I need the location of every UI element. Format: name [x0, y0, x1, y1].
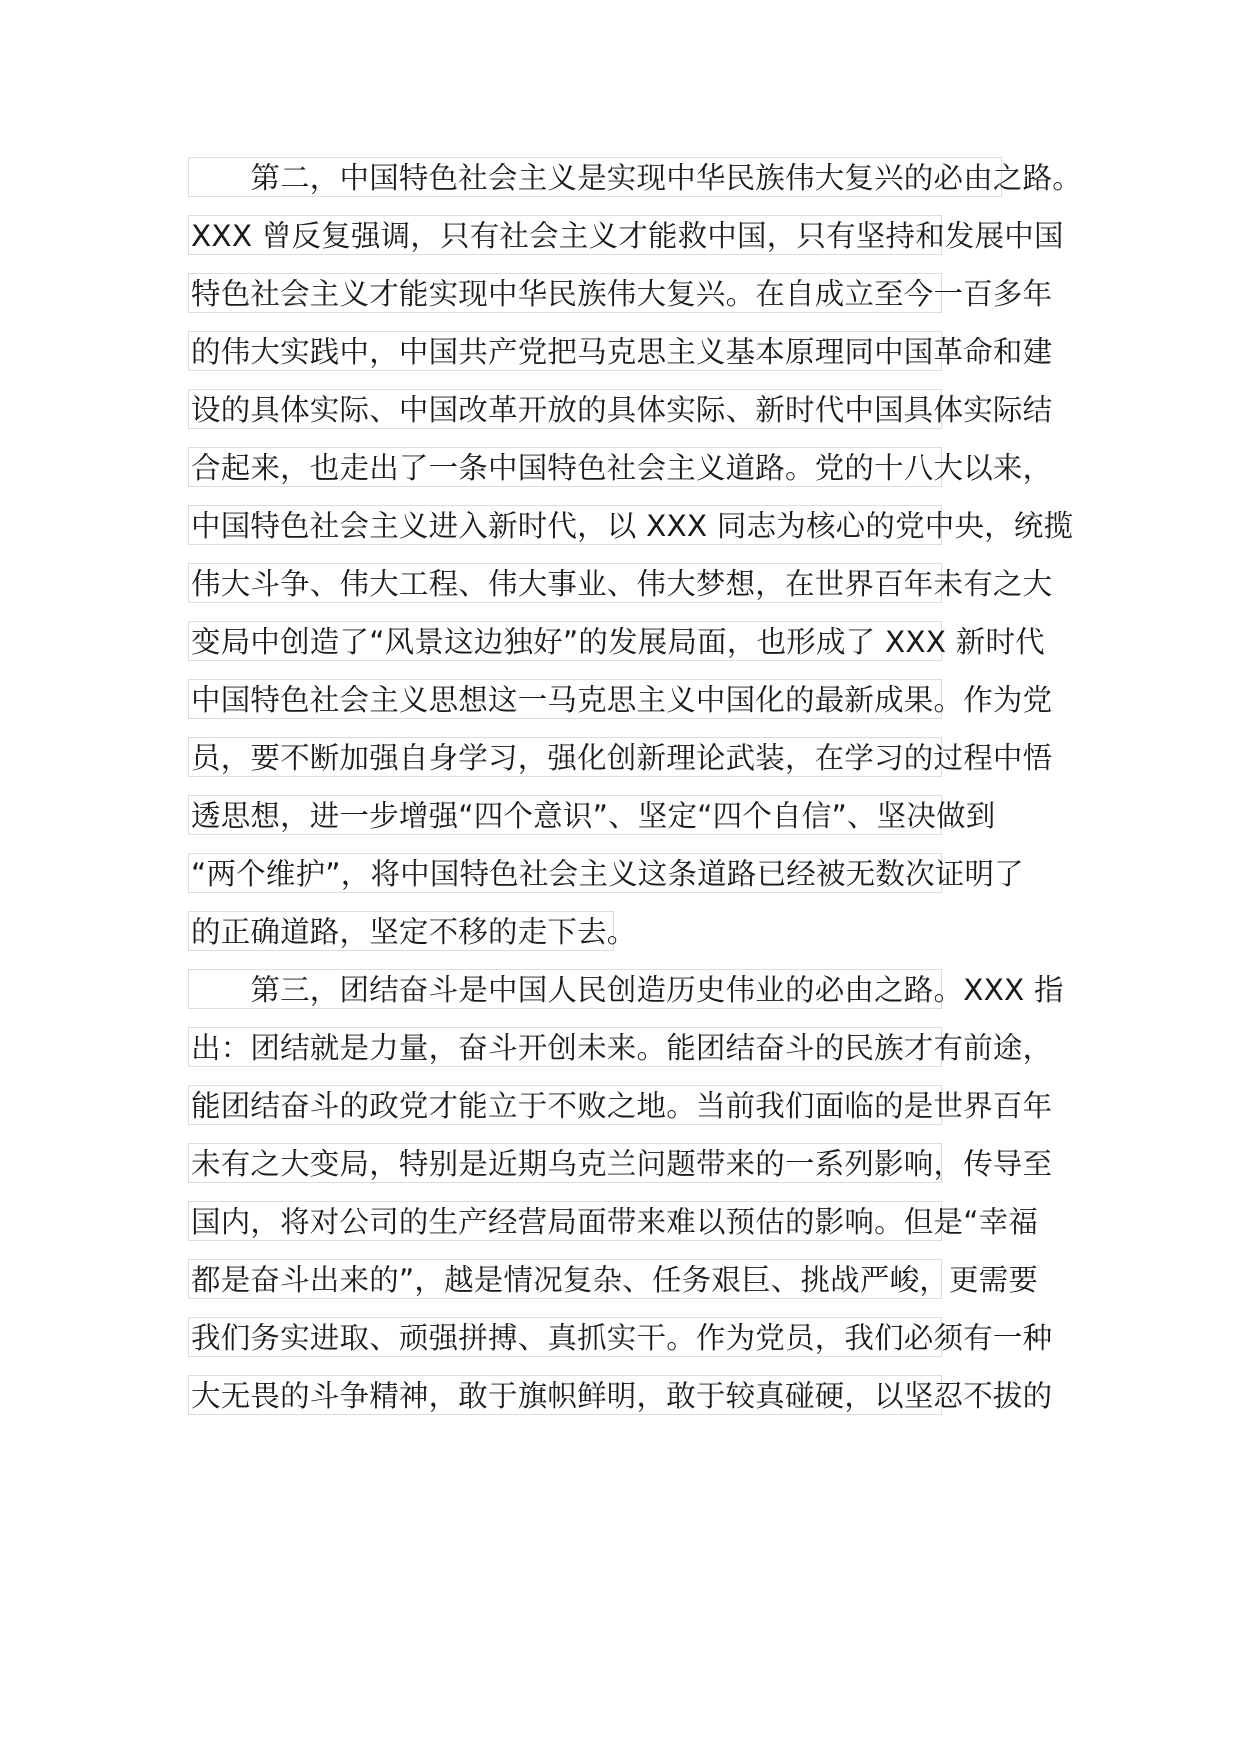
text-line: 都是奋斗出来的”，越是情况复杂、任务艰巨、挑战严峻，更需要	[188, 1259, 942, 1299]
text-line: 出：团结就是力量，奋斗开创未来。能团结奋斗的民族才有前途，	[188, 1027, 942, 1067]
text-line: 伟大斗争、伟大工程、伟大事业、伟大梦想，在世界百年未有之大	[188, 563, 942, 603]
text-line: 中国特色社会主义进入新时代，以 XXX 同志为核心的党中央，统揽	[188, 505, 942, 545]
text-line: 中国特色社会主义思想这一马克思主义中国化的最新成果。作为党	[188, 679, 942, 719]
text-line: 大无畏的斗争精神，敢于旗帜鲜明，敢于较真碰硬，以坚忍不拔的	[188, 1375, 942, 1415]
text-line: 能团结奋斗的政党才能立于不败之地。当前我们面临的是世界百年	[188, 1085, 942, 1125]
text-line: 合起来，也走出了一条中国特色社会主义道路。党的十八大以来，	[188, 447, 942, 487]
text-line: 设的具体实际、中国改革开放的具体实际、新时代中国具体实际结	[188, 389, 942, 429]
text-line: 的正确道路，坚定不移的走下去。	[188, 911, 614, 951]
text-line: 特色社会主义才能实现中华民族伟大复兴。在自成立至今一百多年	[188, 273, 942, 313]
text-line: 第二，中国特色社会主义是实现中华民族伟大复兴的必由之路。	[188, 157, 1002, 197]
text-line: 变局中创造了“风景这边独好”的发展局面，也形成了 XXX 新时代	[188, 621, 942, 661]
text-line: 我们务实进取、顽强拼搏、真抓实干。作为党员，我们必须有一种	[188, 1317, 942, 1357]
text-line: XXX 曾反复强调，只有社会主义才能救中国，只有坚持和发展中国	[188, 215, 942, 255]
text-line: 员，要不断加强自身学习，强化创新理论武装，在学习的过程中悟	[188, 737, 942, 777]
text-line: “两个维护”，将中国特色社会主义这条道路已经被无数次证明了	[188, 853, 942, 893]
text-line: 未有之大变局，特别是近期乌克兰问题带来的一系列影响，传导至	[188, 1143, 942, 1183]
text-line: 第三，团结奋斗是中国人民创造历史伟业的必由之路。XXX 指	[188, 969, 942, 1009]
text-line: 国内，将对公司的生产经营局面带来难以预估的影响。但是“幸福	[188, 1201, 942, 1241]
text-line: 的伟大实践中，中国共产党把马克思主义基本原理同中国革命和建	[188, 331, 942, 371]
text-line: 透思想，进一步增强“四个意识”、坚定“四个自信”、坚决做到	[188, 795, 942, 835]
